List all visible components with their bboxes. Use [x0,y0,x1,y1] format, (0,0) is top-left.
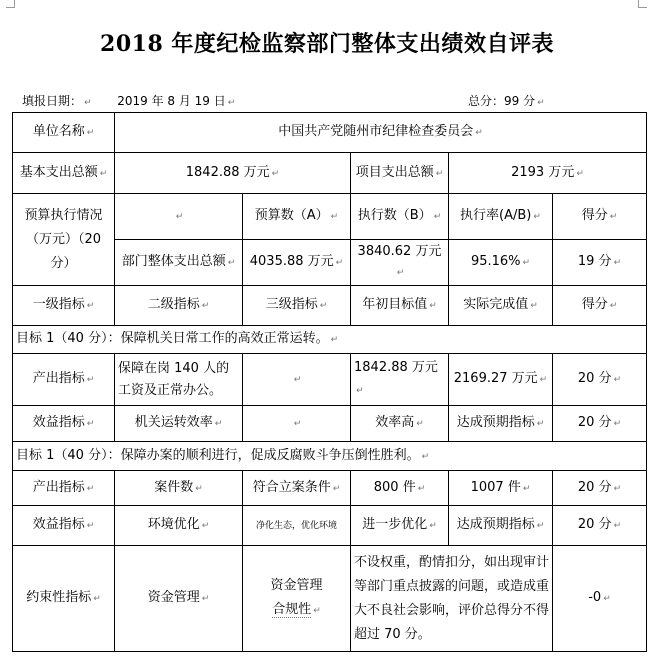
unit-label-cell: 单位名称 ↵ [13,113,115,153]
g2-output-l1: 产出指标 ↵ [13,471,115,506]
g2-output-row [13,471,647,506]
evaluation-table [12,112,647,652]
budget-header-b: 执行数（B） ↵ [351,194,449,240]
g2-benefit-l2: 环境优化 ↵ [115,506,243,546]
goal1-row [13,326,647,354]
g1-output-l3: ↵ [243,354,351,406]
budget-b-value: 3840.62 万元↵ [351,240,449,286]
header-target: 年初目标值 ↵ [351,286,449,326]
indicator-header-row [13,286,647,326]
g1-output-target: 1842.88 万元↵ [351,354,449,406]
g1-benefit-actual: 达成预期指标 ↵ [449,406,553,442]
g2-output-l3: 符合立案条件 ↵ [243,471,351,506]
corner-mark-top-left [6,0,15,8]
basic-label-cell: 基本支出总额 ↵ [13,153,115,194]
date-value: 2019 年 8 月 19 日 [117,94,226,108]
budget-label-cell [13,194,115,286]
g1-output-l2: 保障在岗 140 人的工资及正常办公。 [115,354,243,406]
g1-output-l1: 产出指标 ↵ [13,354,115,406]
constraint-text: 不设权重，酌情扣分，如出现审计等部门重点披露的问题，或造成重大不良社会影响，评价总得分不得超过 70 分。 [351,546,553,652]
constraint-row [13,546,647,652]
constraint-l2: 资金管理 ↵ [115,546,243,652]
constraint-l3: 资金管理 合规性 ↵ [243,546,351,652]
budget-row-label: 部门整体支出总额 ↵ [115,240,243,286]
unit-value: 中国共产党随州市纪律检查委员会 [278,124,474,139]
unit-label: 单位名称 [32,124,85,139]
project-value: 2193 万元 [511,164,575,180]
project-value-cell: 2193 万元 ↵ [449,153,647,194]
goal1-text: 目标 1（40 分）：保障机关日常工作的高效正常运转。 [16,331,329,346]
g1-output-score: 20 分 ↵ [553,354,647,406]
g1-output-actual: 2169.27 万元 ↵ [449,354,553,406]
g1-benefit-row [13,406,647,442]
date-label: 填报日期： [22,94,83,108]
g2-output-target: 800 件 ↵ [351,471,449,506]
budget-label: 预算执行情况（万元）（20 分） [24,207,103,271]
g2-benefit-l1: 效益指标 ↵ [13,506,115,546]
basic-value: 1842.88 万元 [185,164,270,180]
unit-value-cell: 中国共产党随州市纪律检查委员会 ↵ [115,113,647,153]
header-level1: 一级指标 ↵ [13,286,115,326]
budget-rate-value: 95.16% ↵ [449,240,553,286]
g2-output-actual: 1007 件 ↵ [449,471,553,506]
g1-output-row [13,354,647,406]
g2-benefit-row [13,506,647,546]
budget-score-value: 19 分 ↵ [553,240,647,286]
budget-header-score: 得分 ↵ [553,194,647,240]
corner-mark-top-right [638,0,647,8]
g2-benefit-actual: 达成预期指标 ↵ [449,506,553,546]
project-label: 项目支出总额 [355,164,434,180]
total-score: 总分：99 分 [468,94,536,108]
header-level3: 三级指标 ↵ [243,286,351,326]
unit-row [13,113,647,153]
g1-benefit-score: 20 分 ↵ [553,406,647,442]
g2-output-score: 20 分 ↵ [553,471,647,506]
g2-benefit-l3: 净化生态，优化环境 [243,506,351,546]
totals-row [13,153,647,194]
score-row: 总分：99 分 ↵ [468,94,545,108]
header-actual: 实际完成值 ↵ [449,286,553,326]
goal2-row [13,442,647,471]
g2-benefit-target: 进一步优化 ↵ [351,506,449,546]
goal2-text-cell: 目标 1（40 分）：保障办案的顺利进行，促成反腐败斗争压倒性胜利。 ↵ [13,442,647,471]
g1-benefit-target: 效率高 ↵ [351,406,449,442]
g1-benefit-l3: ↵ [243,406,351,442]
budget-header-row [13,194,647,240]
basic-value-cell: 1842.88 万元 ↵ [115,153,351,194]
g1-benefit-l2: 机关运转效率 ↵ [115,406,243,442]
date-row: 填报日期： ↵ 2019 年 8 月 19 日 ↵ [22,94,236,108]
constraint-l1: 约束性指标 ↵ [13,546,115,652]
basic-label: 基本支出总额 [19,164,98,180]
header-score: 得分 ↵ [553,286,647,326]
budget-a-value: 4035.88 万元 ↵ [243,240,351,286]
document-title: 2018 年度纪检监察部门整体支出绩效自评表 [100,31,554,57]
header-level2: 二级指标 ↵ [115,286,243,326]
budget-empty-cell: ↵ [115,194,243,240]
budget-header-rate: 执行率(A/B) ↵ [449,194,553,240]
goal1-text-cell: 目标 1（40 分）：保障机关日常工作的高效正常运转。 ↵ [13,326,647,354]
g1-benefit-l1: 效益指标 ↵ [13,406,115,442]
goal2-text: 目标 1（40 分）：保障办案的顺利进行，促成反腐败斗争压倒性胜利。 [16,447,420,463]
constraint-score: -0 ↵ [553,546,647,652]
g2-output-l2: 案件数 ↵ [115,471,243,506]
g2-benefit-score: 20 分 ↵ [553,506,647,546]
budget-header-a: 预算数（A） ↵ [243,194,351,240]
project-label-cell: 项目支出总额 ↵ [351,153,449,194]
